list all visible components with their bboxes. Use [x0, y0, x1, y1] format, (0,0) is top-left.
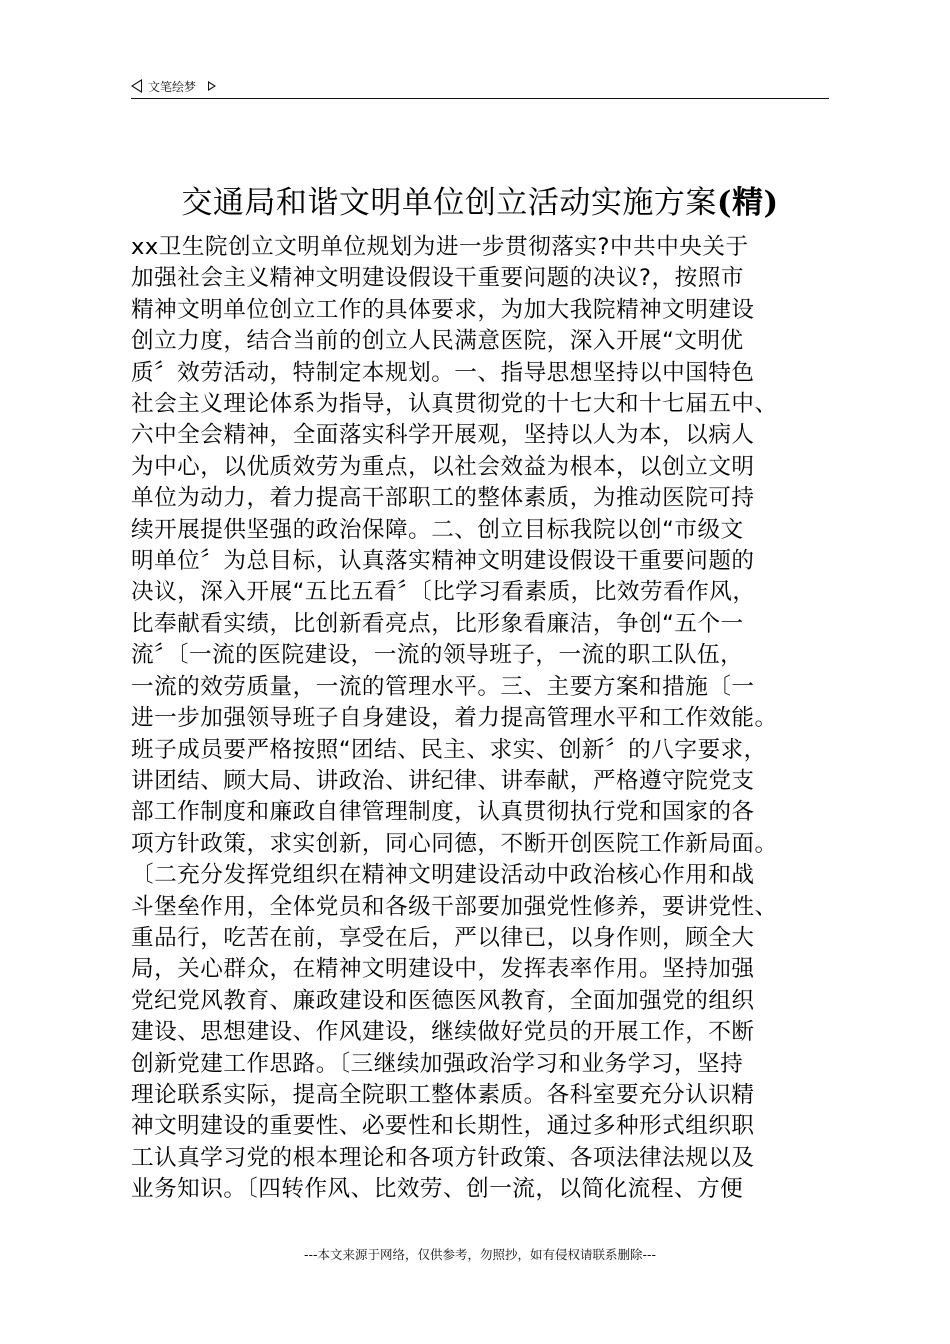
page-header [131, 74, 829, 98]
body-line: 神文明建设的重要性、必要性和长期性，通过多种形式组织职 [131, 1113, 755, 1140]
body-line: 一流的效劳质量，一流的管理水平。三、主要方案和措施〔一 [131, 673, 755, 700]
document-body [131, 232, 831, 1206]
body-line: 决议，深入开展“五比五看〞〔比学习看素质，比效劳看作风， [131, 579, 756, 606]
footer-notice: ---本文来源于网络，仅供参考，勿照抄，如有侵权请联系删除--- [303, 1247, 657, 1262]
body-line: 社会主义理论体系为指导，认真贯彻党的十七大和十七届五中、 [131, 391, 778, 418]
body-line: 比奉献看实绩，比创新看亮点，比形象看廉洁，争创“五个一 [131, 610, 744, 637]
body-line: 部工作制度和廉政自律管理制度，认真贯彻执行党和国家的各 [131, 799, 755, 826]
body-line: 六中全会精神，全面落实科学开展观，坚持以人为本，以病人 [131, 422, 755, 449]
body-line: 理论联系实际，提高全院职工整体素质。各科室要充分认识精 [131, 1081, 755, 1108]
body-line: 续开展提供坚强的政治保障。二、创立目标我院以创“市级文 [131, 516, 744, 543]
header-divider [131, 98, 829, 99]
document-title [131, 182, 829, 224]
body-line: 工认真学习党的根本理论和各项方针政策、各项法律法规以及 [131, 1144, 755, 1171]
body-line: 单位为动力，着力提高干部职工的整体素质，为推动医院可持 [131, 485, 755, 512]
body-line: 党纪党风教育、廉政建设和医德医风教育，全面加强党的组织 [131, 987, 755, 1014]
body-line: 精神文明单位创立工作的具体要求，为加大我院精神文明建设 [131, 296, 755, 323]
title-suffix: (精) [716, 185, 779, 221]
triangle-left-icon [131, 79, 142, 93]
body-line: 明单位〞为总目标，认真落实精神文明建设假设干重要问题的 [131, 548, 755, 575]
body-line: 〔二充分发挥党组织在精神文明建设活动中政治核心作用和战 [131, 862, 755, 889]
body-line: 讲团结、顾大局、讲政治、讲纪律、讲奉献，严格遵守院党支 [131, 767, 755, 794]
header-brand: 文笔绘梦 [148, 79, 197, 94]
title-main: 交通局和谐文明单位创立活动实施方案 [181, 185, 717, 221]
body-line: 班子成员要严格按照“团结、民主、求实、创新〞的八字要求， [131, 736, 767, 763]
body-line: 进一步加强领导班子自身建设，着力提高管理水平和工作效能。 [131, 705, 778, 732]
body-line: 创新党建工作思路。〔三继续加强政治学习和业务学习，坚持 [131, 1050, 744, 1077]
body-line: 重品行，吃苦在前，享受在后，严以律已，以身作则，顾全大 [131, 924, 755, 951]
body-line: 加强社会主义精神文明建设假设干重要问题的决议?，按照市 [131, 265, 744, 292]
body-line: 建设、思想建设、作风建设，继续做好党员的开展工作，不断 [131, 1019, 755, 1046]
body-line: 为中心，以优质效劳为重点，以社会效益为根本，以创立文明 [131, 453, 755, 480]
body-line: 项方针政策，求实创新，同心同德，不断开创医院工作新局面。 [131, 830, 778, 857]
body-line: xx卫生院创立文明单位规划为进一步贯彻落实?中共中央关于 [131, 234, 749, 260]
body-line: 流〞〔一流的医院建设，一流的领导班子，一流的职工队伍， [131, 642, 744, 669]
body-line: 质〞效劳活动，特制定本规划。一、指导思想坚持以中国特色 [131, 359, 755, 386]
triangle-right-icon [208, 81, 216, 91]
body-line: 斗堡垒作用，全体党员和各级干部要加强党性修养，要讲党性、 [131, 893, 778, 920]
body-line: 创立力度，结合当前的创立人民满意医院，深入开展“文明优 [131, 328, 744, 355]
body-line: 业务知识。〔四转作风、比效劳、创一流，以简化流程、方便 [131, 1176, 744, 1203]
body-line: 局，关心群众，在精神文明建设中，发挥表率作用。坚持加强 [131, 956, 755, 983]
